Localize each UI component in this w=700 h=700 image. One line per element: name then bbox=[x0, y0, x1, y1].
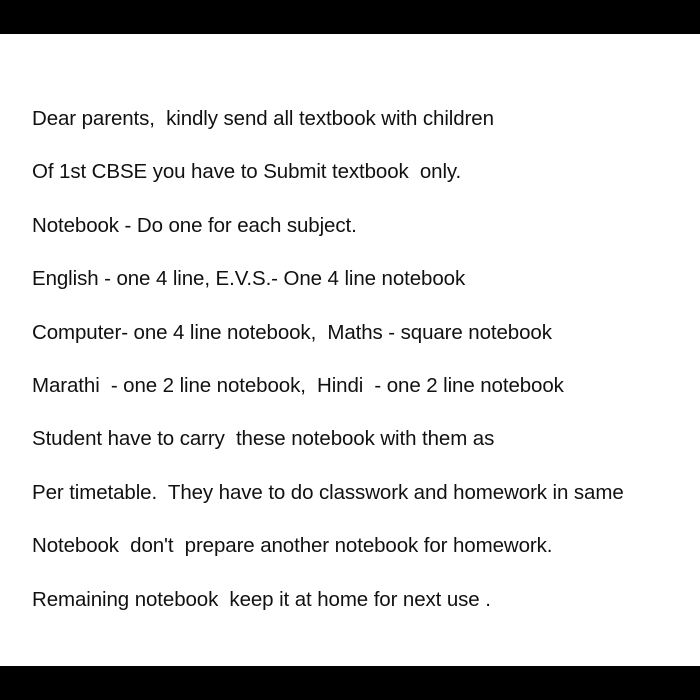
top-letterbox-bar bbox=[0, 0, 700, 34]
notice-line: Dear parents, kindly send all textbook with children bbox=[32, 107, 494, 130]
parent-notice bbox=[32, 99, 697, 633]
notice-line: Computer- one 4 line notebook, Maths - square notebook bbox=[32, 320, 552, 344]
notice-line: Of 1st CBSE you have to Submit textbook only. bbox=[32, 160, 462, 184]
notice-line: Marathi - one 2 line notebook, Hindi - one 2 line notebook bbox=[32, 373, 564, 397]
notice-line: Notebook - Do one for each subject. bbox=[32, 213, 357, 237]
notice-line: Student have to carry these notebook with them as bbox=[32, 427, 495, 451]
notice-line: Notebook don't prepare another notebook for homework. bbox=[32, 534, 553, 558]
notice-line: Remaining notebook keep it at home for next use . bbox=[32, 587, 491, 611]
bottom-letterbox-bar bbox=[0, 666, 700, 700]
notice-line: Per timetable. They have to do classwork and homework in same bbox=[32, 480, 624, 504]
notice-line: English - one 4 line, E.V.S.- One 4 line notebook bbox=[32, 267, 466, 291]
